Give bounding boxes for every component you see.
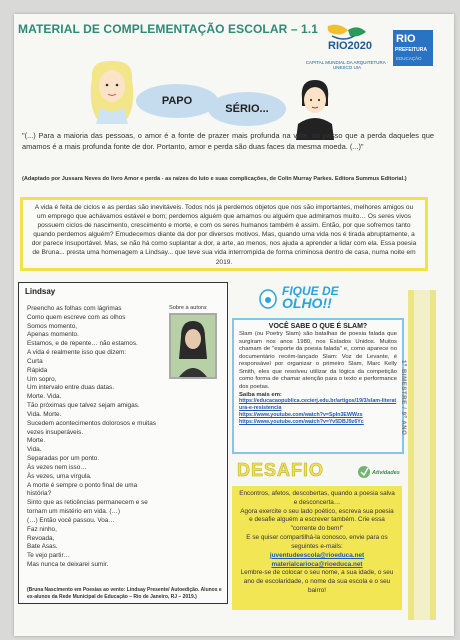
prefeitura-logo-edu: EDUCAÇÃO xyxy=(396,56,422,61)
speech-bubble-papo xyxy=(136,84,218,118)
girl-illustration xyxy=(84,58,140,124)
desafio-text-3: E se quiser compartilhá-la conosco, envie para os seguintes e-mails: xyxy=(246,534,388,550)
intro-text: A vida é feita de ciclos e as perdas são inevitáveis. Todos nós já perdemos objetos que nos são importantes, melhores amigos ou um emprego que achávamos estável e bom; perdemos alguém que amamos ou alguém que admiramos muito… Os seres vivos possuem ciclos de nascimento, crescimento e morte, e com os seres humanos também é assim. Então, por que sofremos tanto quando perdemos alguém? Emudecemos diante da dor por diversos motivos. Mas, quando uma vida nos é tirada abruptamente, a dor parece insuportável. Mas, se não há como suplantar a dor, a arte, ao menos, nos ajuda a aprender a lidar com ela. Essa poesia de Bruna... presta uma homenagem a Lindsay... que teve sua vida interrompida de forma criminosa dentro de casa, numa noite em 2019. xyxy=(31,204,417,266)
speech-bubble-serio xyxy=(208,92,286,126)
desafio-box xyxy=(232,486,402,610)
side-band-label: 1º BIMESTRE / 9º ANO xyxy=(400,360,406,436)
rio2020-logo-subtitle: CAPITAL MUNDIAL DA ARQUITETURA · UNESCO UIA xyxy=(305,60,389,71)
fique-de-olho-title xyxy=(282,286,339,311)
slam-link-3[interactable]: https://www.youtube.com/watch?v=Yv5DBJ9z6Yc xyxy=(239,419,364,425)
poem-text: Preencho as folhas com lágrimas Como quem escreve com as olhos Somos momento, Apenas momento. Estamos, e de repente… não estamos. A vida é realmente isso que dizem: Curta Rápida Um sopro, Um intervalo entre duas datas. Morte. Vida. Tão próximas que talvez sejam amigas. Vida. Morte. Sucedem acontecimentos dolorosos e muitas vezes insuperáveis. Morte. Vida. Separadas por um ponto. Às vezes nem isso… Às vezes, uma vírgula. A morte é sempre o ponto final de uma história? Sinto que as reticências permanecem e se tornam um mistério em vida. (…) (…) Então você passou. Voa… Faz ninho, Revoada, Bate Asas. Te vejo partir… Mas nunca te deixarei sumir. xyxy=(27,305,156,569)
slam-box-text: Slam (ou Poetry Slam) são batalhas de poesia falada que surgiram nos anos 1980, nos Estados Unidos. Muitos chamam de "esporte da poesia falada" e, como aparece no documentário recém-lançado Slam: Voz de Levante, é responsável por organizar o primeiro Slam, Marc Kelly Smith, eles que resolveu utilizar da lógica da competição como forma de chamar atenção para o texto e performance dos poetas. xyxy=(239,331,397,390)
desafio-email-2[interactable]: materialcarioca@rioeduca.net xyxy=(271,560,363,568)
poem-box xyxy=(18,282,228,604)
author-label: Sobre a autora: xyxy=(169,305,208,311)
poem-source: (Bruna Nascimento em Poesias ao vento: Lindsay Presente/ Autoedição. Alunos e ex-alunos da Rede Municipal de Educação – Rio de Janeiro, RJ – 2019.) xyxy=(27,587,222,600)
side-band-inner xyxy=(414,290,430,620)
slam-sites-label: Saiba mais em: xyxy=(239,392,282,399)
atividades-label: Atividades xyxy=(372,470,400,476)
rio2020-logo-text: RIO2020 xyxy=(328,40,373,52)
author-portrait-icon xyxy=(171,315,215,377)
slam-box-title: VOCÊ SABE O QUE É SLAM? xyxy=(268,323,368,330)
quote-source: (Adaptado por Jussara Neves do livro Amor e perda - as raízes do luto e suas complicações, de Colin Murray Parkes. Editora Summus Editorial.) xyxy=(22,176,407,182)
slam-link-1[interactable]: https://educacaopublica.cecierj.edu.br/artigos/19/3/slam-literatura-e-resistencia xyxy=(239,398,397,412)
desafio-email-1[interactable]: juventudeescola@rioeduca.net xyxy=(269,551,365,559)
speech-serio-text: SÉRIO... xyxy=(225,103,269,115)
slam-info-box xyxy=(232,318,404,454)
intro-text-box xyxy=(20,197,428,271)
intro-quote: "(...) Para a maioria das pessoas, o amor é a fonte de prazer mais profunda na vida, ao passo que a perda daqueles que amamos é a mais profunda fonte de dor. Portanto, amor e perda são duas faces da mesma moeda. (...)" xyxy=(22,131,434,151)
desafio-title: DESAFIO xyxy=(237,460,325,480)
fique-de-olho-line1: FIQUE DE xyxy=(282,284,339,298)
desafio-text-2: Agora exercite o seu lado poético, escreva sua poesia e desafie alguém a escrever também. Crie essa "corrente do bem!" xyxy=(240,507,394,533)
desafio-text-1: Encontros, afetos, descobertas, quando a poesia salva e desconcerta… xyxy=(239,490,395,506)
prefeitura-logo-label: PREFEITURA xyxy=(395,47,427,53)
desafio-text-4: Lembre-se de colocar o seu nome, a sua idade, o seu ano de escolaridade, o nome da sua escola e o seu bairro! xyxy=(240,569,394,595)
author-photo xyxy=(169,313,217,379)
poem-title: Lindsay xyxy=(25,287,56,296)
prefeitura-logo-rio: RIO xyxy=(396,33,416,45)
page-title: MATERIAL DE COMPLEMENTAÇÃO ESCOLAR – 1.1 xyxy=(18,22,319,36)
eye-icon xyxy=(258,288,278,310)
fique-de-olho-line2: OLHO!! xyxy=(282,295,332,312)
speech-papo-text: PAPO xyxy=(161,95,193,107)
slam-link-2[interactable]: https://www.youtube.com/watch?v=SpIn3EWWzs xyxy=(239,412,363,419)
